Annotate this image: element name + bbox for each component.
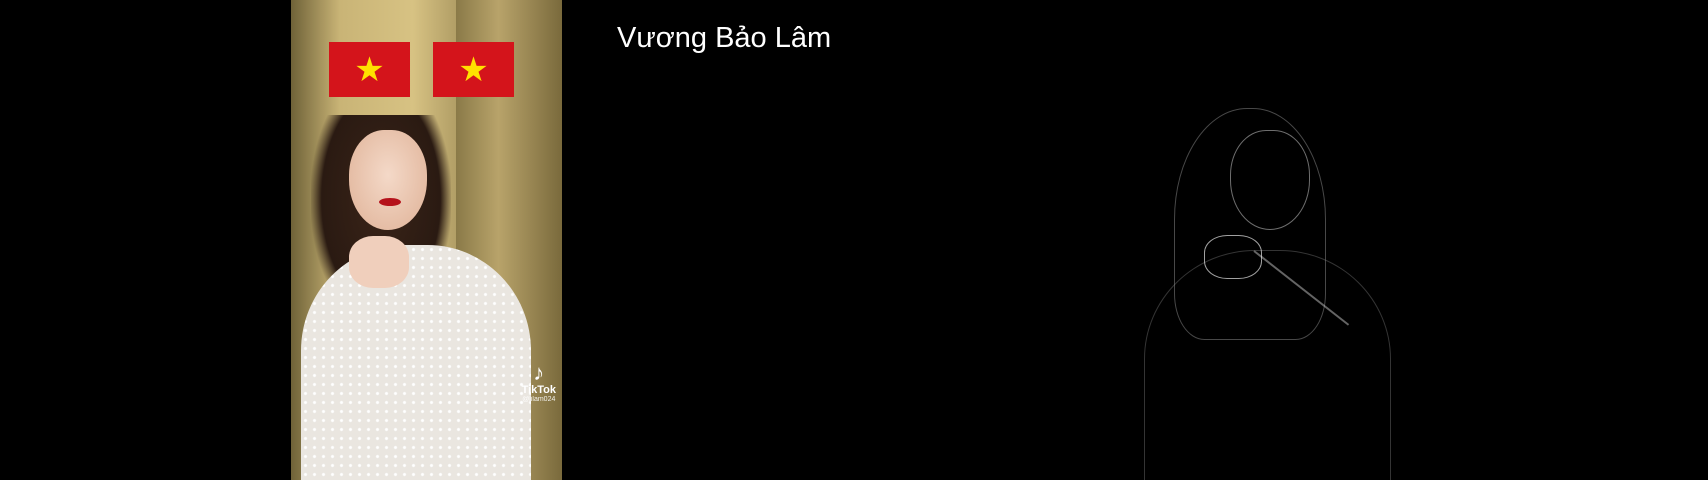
tiktok-username: @lilam024 bbox=[522, 396, 556, 403]
tiktok-icon: ♪ bbox=[533, 360, 545, 385]
person-lips bbox=[379, 198, 401, 206]
edge-body-outline bbox=[1144, 250, 1391, 480]
person-face bbox=[349, 130, 427, 230]
tiktok-brand: TikTok bbox=[521, 384, 556, 396]
person-hand bbox=[349, 236, 409, 288]
video-frame-edge-detected bbox=[1144, 0, 1408, 480]
page-title: Vương Bảo Lâm bbox=[617, 22, 832, 54]
video-frame-original bbox=[291, 0, 562, 480]
vietnam-flag-icon: ★ bbox=[433, 42, 514, 97]
edge-hand-outline bbox=[1204, 235, 1262, 279]
tiktok-watermark bbox=[522, 362, 556, 403]
person-dress bbox=[301, 245, 531, 480]
vietnam-flag-icon: ★ bbox=[329, 42, 410, 97]
edge-face-outline bbox=[1230, 130, 1310, 230]
